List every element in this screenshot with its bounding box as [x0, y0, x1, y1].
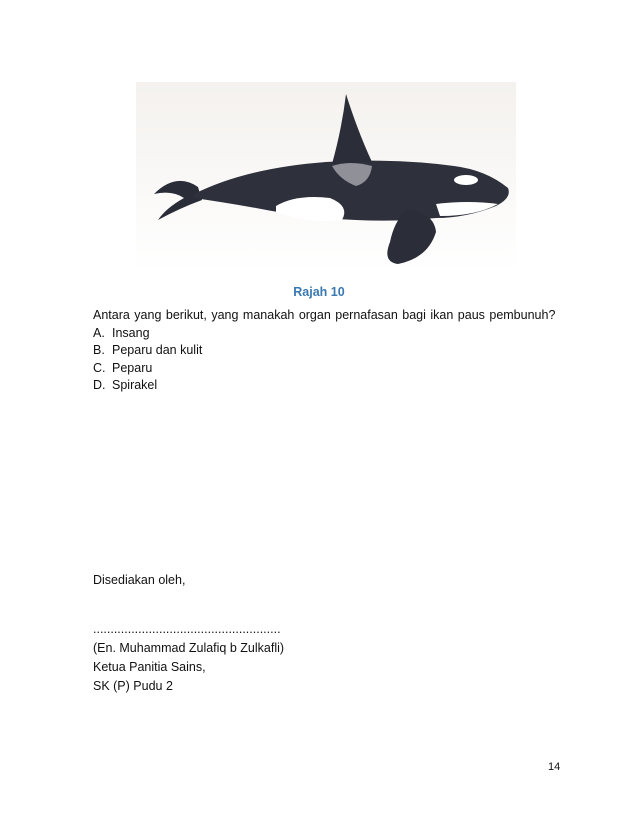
signatory-name: (En. Muhammad Zulafiq b Zulkafli)	[93, 641, 285, 655]
signature-block	[93, 620, 284, 696]
question-stem: Antara yang berikut, yang manakah organ pernafasan bagi ikan paus pembunuh?	[93, 308, 556, 322]
figure-caption: Rajah 10	[293, 285, 345, 299]
option-c	[93, 360, 555, 378]
page-number: 14	[548, 761, 561, 773]
option-text: Peparu	[112, 360, 153, 375]
option-d	[93, 377, 555, 395]
option-text: Spirakel	[112, 378, 158, 392]
signature-line: ......................................................	[93, 622, 281, 636]
option-letter: B.	[93, 343, 105, 357]
option-a	[93, 325, 555, 343]
question-block	[93, 307, 555, 395]
orca-image	[136, 82, 516, 272]
option-b	[93, 342, 555, 360]
option-letter: D.	[93, 378, 106, 392]
school-name: SK (P) Pudu 2	[93, 679, 173, 693]
option-letter: C.	[93, 360, 106, 375]
option-text: Peparu dan kulit	[112, 343, 203, 357]
prepared-by-label: Disediakan oleh,	[93, 573, 186, 587]
signatory-position: Ketua Panitia Sains,	[93, 660, 206, 674]
option-text: Insang	[112, 325, 150, 340]
option-letter: A.	[93, 325, 105, 340]
